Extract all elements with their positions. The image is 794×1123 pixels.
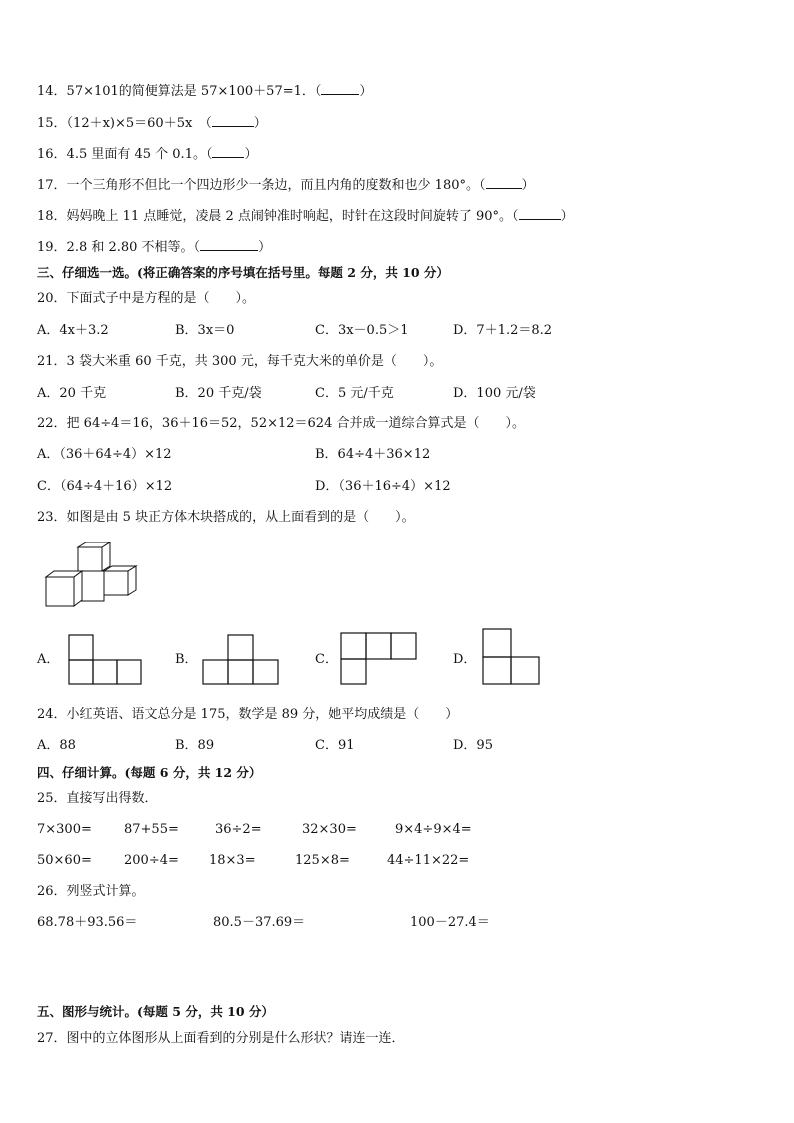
calc-item: 87+55= (124, 822, 179, 837)
q23-option-a[interactable]: A． (37, 652, 60, 667)
answer-blank[interactable] (212, 145, 244, 158)
option-a-shape[interactable] (68, 634, 144, 686)
question-27-stem: 27．图中的立体图形从上面看到的分别是什么形状？请连一连． (37, 1031, 405, 1046)
cube-stack-figure (42, 542, 142, 610)
question-20-stem: 20．下面式子中是方程的是（ ）。 (37, 291, 256, 306)
question-16: 16．4.5 里面有 45 个 0.1。（ ） (37, 147, 258, 162)
question-26-stem: 26．列竖式计算。 (37, 884, 145, 899)
q21-option-b[interactable]: B．20 千克/袋 (175, 386, 262, 401)
answer-blank[interactable] (212, 114, 254, 127)
section-4-heading: 四、仔细计算。(每题 6 分，共 12 分） (37, 765, 262, 780)
calc-item: 44÷11×22= (387, 853, 470, 868)
calc-item: 32×30= (302, 822, 357, 837)
calc-item: 7×300= (37, 822, 92, 837)
calc-item: 36÷2= (215, 822, 262, 837)
q20-option-a[interactable]: A．4x＋3.2 (37, 323, 109, 338)
question-22-stem: 22．把 64÷4＝16，36＋16＝52，52×12＝624 合并成一道综合算式是（ ）。 (37, 416, 525, 431)
q23-option-c[interactable]: C． (315, 652, 338, 667)
q20-option-d[interactable]: D．7＋1.2＝8.2 (453, 323, 553, 338)
q20-option-c[interactable]: C．3x－0.5＞1 (315, 323, 409, 338)
question-14: 14．57×101的简便算法是 57×100＋57=1．（ ） (37, 84, 373, 99)
q24-option-a[interactable]: A．88 (37, 738, 76, 753)
q20-option-b[interactable]: B．3x＝0 (175, 323, 235, 338)
option-d-shape[interactable] (482, 628, 544, 686)
section-5-heading: 五、图形与统计。(每题 5 分，共 10 分） (37, 1004, 274, 1019)
calc-item: 50×60= (37, 853, 92, 868)
question-24-stem: 24．小红英语、语文总分是 175，数学是 89 分，她平均成绩是（ ） (37, 707, 459, 722)
q24-option-d[interactable]: D．95 (453, 738, 493, 753)
q21-option-c[interactable]: C．5 元/千克 (315, 386, 394, 401)
answer-blank[interactable] (519, 207, 561, 220)
question-25-stem: 25．直接写出得数． (37, 791, 158, 806)
question-17: 17．一个三角形不但比一个四边形少一条边，而且内角的度数和也少 180°。（ ） (37, 178, 535, 193)
calc-item: 9×4÷9×4= (395, 822, 472, 837)
q24-option-c[interactable]: C．91 (315, 738, 355, 753)
answer-blank[interactable] (200, 238, 258, 251)
q22-option-d[interactable]: D．（36＋16÷4）×12 (315, 479, 451, 494)
calc-item: 18×3= (209, 853, 256, 868)
vertical-calc-item: 100－27.4＝ (410, 915, 490, 930)
q22-option-a[interactable]: A．（36＋64÷4）×12 (37, 447, 172, 462)
calc-item: 200÷4= (124, 853, 179, 868)
vertical-calc-item: 80.5－37.69＝ (213, 915, 306, 930)
q22-option-b[interactable]: B．64÷4＋36×12 (315, 447, 431, 462)
question-19: 19．2.8 和 2.80 不相等。（ ） (37, 240, 272, 255)
q24-option-b[interactable]: B．89 (175, 738, 215, 753)
q22-option-c[interactable]: C．（64÷4＋16）×12 (37, 479, 173, 494)
option-c-shape[interactable] (340, 632, 420, 686)
vertical-calc-item: 68.78＋93.56＝ (37, 915, 138, 930)
calc-item: 125×8= (295, 853, 350, 868)
question-23-stem: 23．如图是由 5 块正方体木块搭成的，从上面看到的是（ ）。 (37, 510, 415, 525)
question-18: 18．妈妈晚上 11 点睡觉，凌晨 2 点闹钟准时响起，时针在这段时间旋转了 90°。（ ） (37, 209, 574, 224)
q21-option-a[interactable]: A．20 千克 (37, 386, 107, 401)
question-21-stem: 21．3 袋大米重 60 千克，共 300 元，每千克大米的单价是（ ）。 (37, 354, 443, 369)
answer-blank[interactable] (321, 82, 359, 95)
q23-option-b[interactable]: B． (175, 652, 198, 667)
q23-option-d[interactable]: D． (453, 652, 477, 667)
answer-blank[interactable] (486, 176, 522, 189)
question-15: 15．（12＋x)×5＝60＋5x （ ） (37, 116, 267, 131)
option-b-shape[interactable] (202, 634, 282, 686)
section-3-heading: 三、仔细选一选。(将正确答案的序号填在括号里。每题 2 分，共 10 分） (37, 265, 449, 280)
q21-option-d[interactable]: D．100 元/袋 (453, 386, 536, 401)
